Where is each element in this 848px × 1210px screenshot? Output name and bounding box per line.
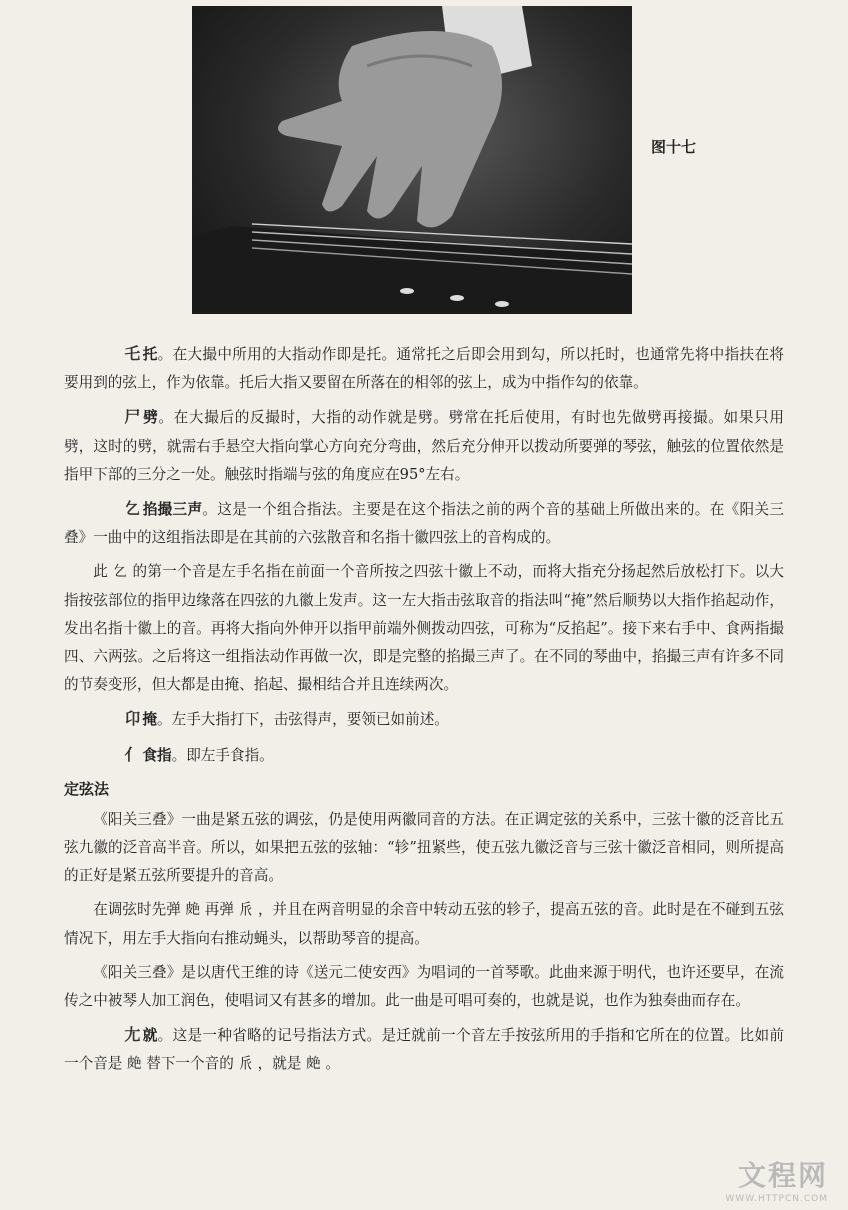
- term-tuo: 托: [142, 346, 158, 363]
- text-pi: 在大撮后的反撮时，大指的动作就是劈。劈常在托后使用，有时也先做劈再接撮。如果只用劈，这时的劈，就需右手悬空大指向掌心方向充分弯曲，然后充分伸开以拨动所要弹的琴弦，触弦的位置依然是指甲下部的三分之一处。触弦时指端与弦的角度应在95°左右。: [64, 409, 784, 483]
- paragraph-pi: 尸 劈。在大撮后的反撮时，大指的动作就是劈。劈常在托后使用，有时也先做劈再接撮。如果只用劈，这时的劈，就需右手悬空大指向掌心方向充分弯曲，然后充分伸开以拨动所要弹的琴弦，触弦的位置依然是指甲下部的三分之一处。触弦时指端与弦的角度应在95°左右。: [64, 403, 784, 489]
- watermark-url: WWW.HTTPCN.COM: [725, 1194, 828, 1204]
- text-yan: 左手大指打下，击弦得声，要领已如前述。: [171, 711, 449, 729]
- paragraph-yan: 卬 掩。左手大指打下，击弦得声，要领已如前述。: [64, 705, 784, 734]
- term-jiu: 就: [142, 1027, 158, 1045]
- paragraph-qiacuo: 𠃉 掐撮三声。这是一个组合指法。主要是在这个指法之前的两个音的基础上所做出来的。在《阳关三叠》一曲中的这组指法即是在其前的六弦散音和名指十徽四弦上的音构成的。: [64, 495, 784, 552]
- paragraph-yangguan: [64, 959, 784, 1015]
- text-jiu: 这是一种省略的记号指法方式。是迁就前一个音左手按弦所用的手指和它所在的位置。比如前一个音是 𦫗 替下一个音的 𠂢 ，就是 𦫗 。: [64, 1027, 784, 1073]
- glyph-shizhi: 亻: [124, 744, 141, 764]
- text-tuo: 在大撮中所用的大指动作即是托。通常托之后即会用到勾，所以托时，也通常先将中指扶在将要用到的弦上，作为依靠。托后大指又要留在所落在的相邻的弦上，成为中指作勾的依靠。: [64, 346, 784, 392]
- term-pi: 劈: [142, 409, 159, 427]
- watermark-logo: 文程网: [737, 1159, 828, 1192]
- paragraph-jiu: 尢 就。这是一种省略的记号指法方式。是迁就前一个音左手按弦所用的手指和它所在的位置。比如前一个音是 𦫗 替下一个音的 𠂢 ，就是 𦫗 。: [64, 1021, 784, 1078]
- glyph-jiu: 尢: [124, 1025, 141, 1045]
- paragraph-qiacuo-detail: [64, 558, 784, 699]
- text-yangguan: 《阳关三叠》是以唐代王维的诗《送元二使安西》为唱词的一首琴歌。此曲来源于明代，也许还要早，在流传之中被琴人加工润色，使唱词又有甚多的增加。此一曲是可唱可奏的，也就是说，也作为独奏曲而存在。: [64, 963, 784, 1010]
- text-qiacuo: 这是一个组合指法。主要是在这个指法之前的两个音的基础上所做出来的。在《阳关三叠》一曲中的这组指法即是在其前的六弦散音和名指十徽四弦上的音构成的。: [64, 501, 784, 547]
- glyph-qiacuo: 𠃉: [124, 499, 141, 519]
- section-heading-dingxianfa: 定弦法: [64, 779, 110, 798]
- paragraph-tuning-2: [64, 896, 784, 952]
- glyph-pi: 尸: [124, 407, 141, 427]
- glyph-tuo: 乇: [124, 344, 141, 363]
- article-body: [64, 340, 784, 1085]
- text-qiacuo-detail: 此 𠃉 的第一个音是左手名指在前面一个音所按之四弦十徽上不动，而将大指充分扬起然后放松打下。以大指按弦部位的指甲边缘落在四弦的九徽上发声。这一左大指击弦取音的指法叫“掩”然后顺势以大指作掐起动作，发出名指十徽上的音。再将大指向外伸开以指甲前端外侧拨动四弦，可称为“反掐起”。接下来右手中、食两指撮四、六两弦。之后将这一组指法动作再做一次，即是完整的掐撮三声了。在不同的琴曲中，掐撮三声有许多不同的节奏变形，但大都是由掩、掐起、撮相结合并且连续两次。: [64, 563, 784, 694]
- glyph-yan: 卬: [124, 709, 141, 729]
- figure-caption: 图十七: [651, 138, 697, 156]
- term-qiacuo: 掐撮三声: [142, 501, 203, 519]
- text-tuning-2: 在调弦时先弹 𦫗 再弹 𠂢 ，并且在两音明显的余音中转动五弦的轸子，提高五弦的音。此时是在不碰到五弦情况下，用左手大指向右推动蝇头，以帮助琴音的提高。: [64, 901, 784, 947]
- text-shizhi: 即左手食指。: [186, 746, 274, 764]
- paragraph-tuning-1: [64, 806, 784, 891]
- guqin-hand-photo: [192, 6, 632, 314]
- term-shizhi: 食指: [142, 746, 172, 764]
- paragraph-shizhi: 亻 食指。即左手食指。: [64, 741, 784, 770]
- paragraph-tuo: 乇 托。在大撮中所用的大指动作即是托。通常托之后即会用到勾，所以托时，也通常先将中指扶在将要用到的弦上，作为依靠。托后大指又要留在所落在的相邻的弦上，成为中指作勾的依靠。: [64, 340, 784, 397]
- site-watermark: [725, 1154, 828, 1204]
- term-yan: 掩: [142, 711, 157, 729]
- text-tuning-1: 《阳关三叠》一曲是紧五弦的调弦，仍是使用两徽同音的方法。在正调定弦的关系中，三弦十徽的泛音比五弦九徽的泛音高半音。所以，如果把五弦的弦轴：“轸”扭紧些，使五弦九徽泛音与三弦十徽泛音相同，则所提高的正好是紧五弦所要提升的音高。: [64, 810, 784, 885]
- hand-plucking-strings-illustration: [192, 6, 632, 314]
